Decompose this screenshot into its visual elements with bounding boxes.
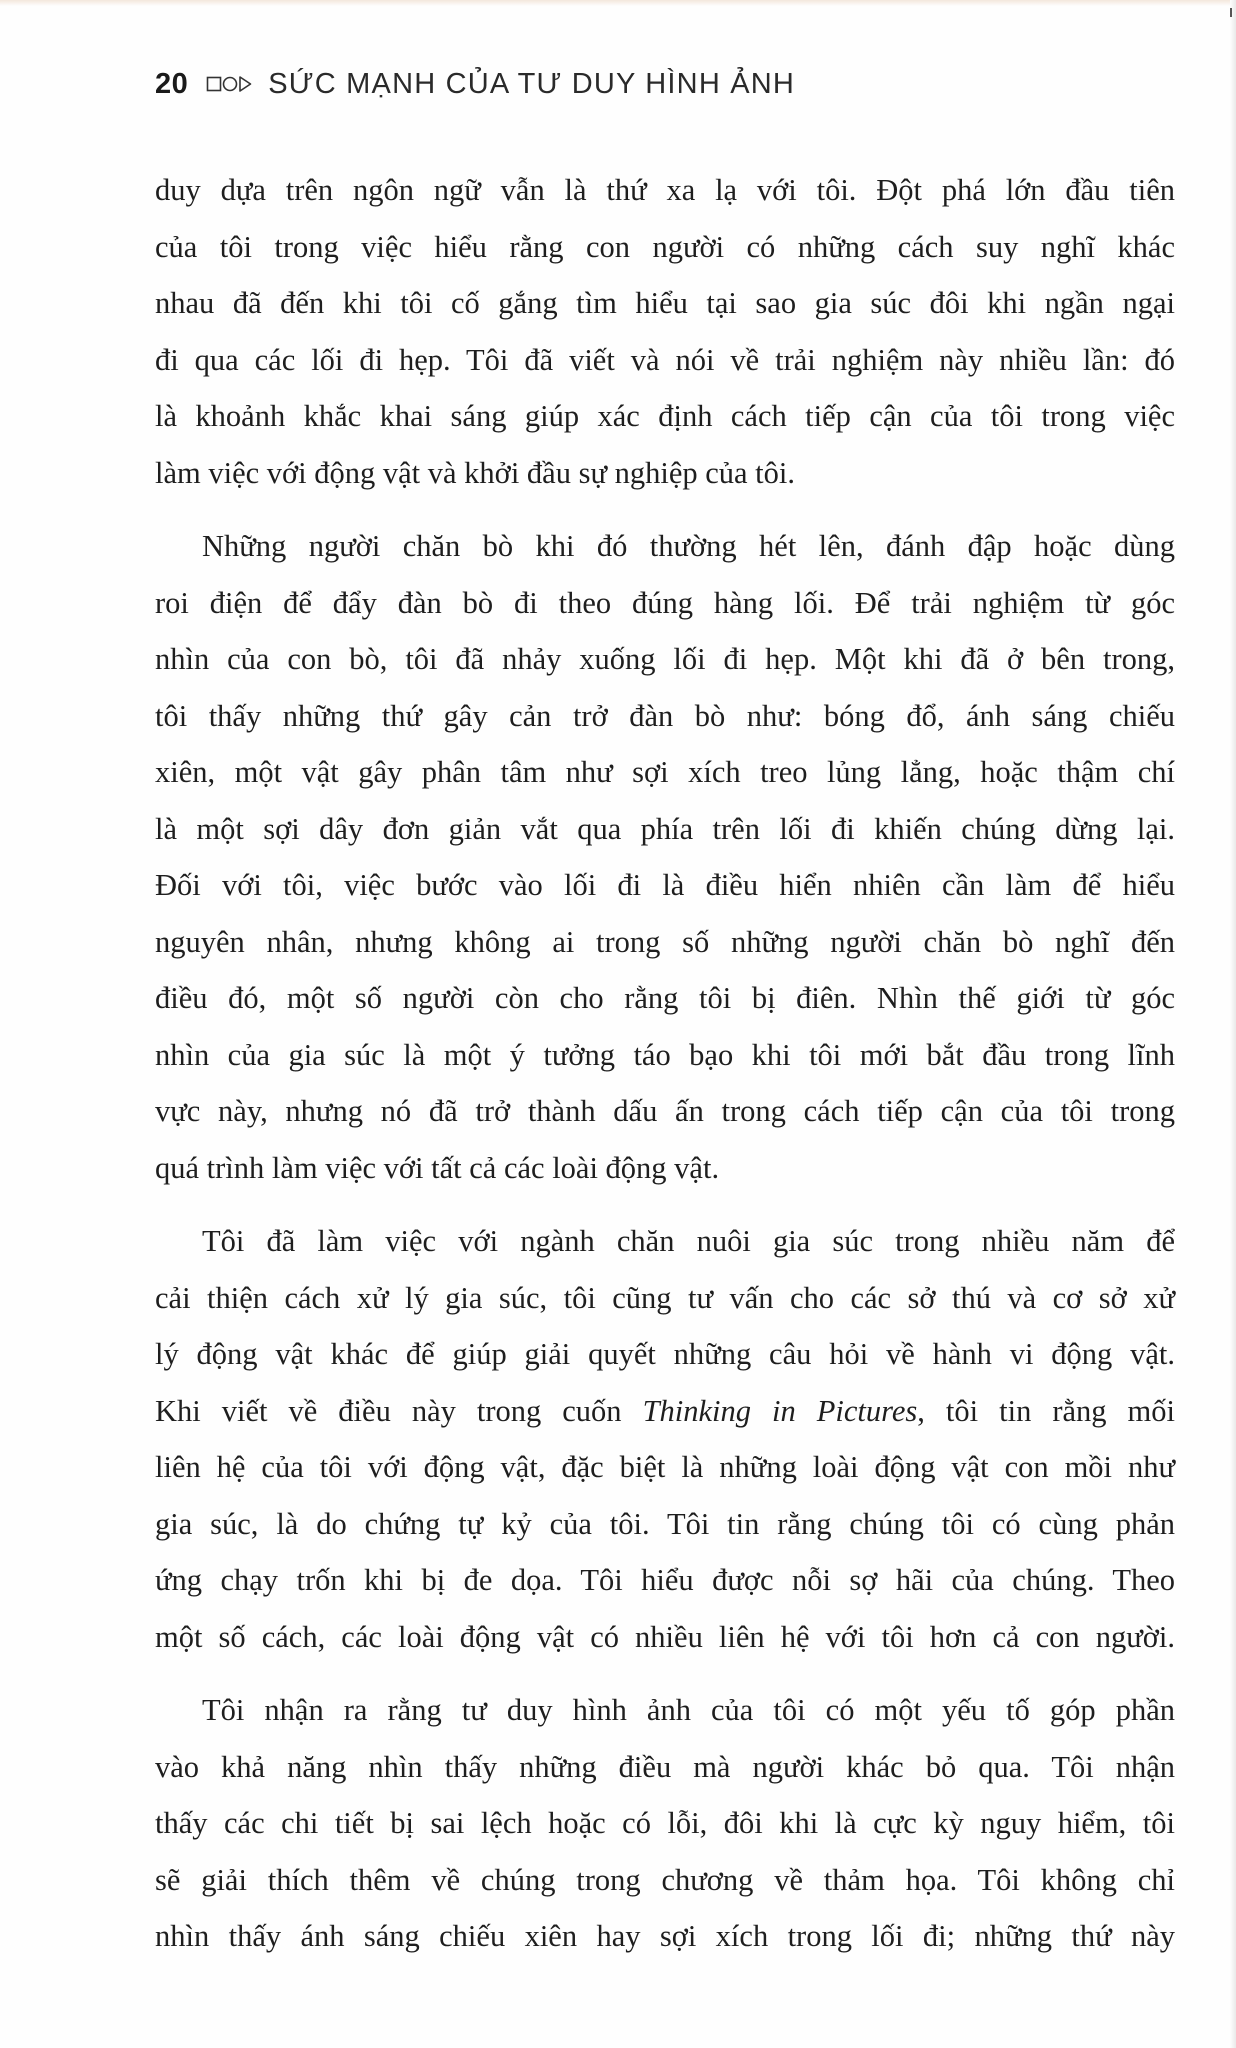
page-top-edge: [0, 0, 1236, 6]
page-right-edge: [1230, 0, 1236, 2048]
text-line: của tôi trong việc hiểu rằng con người có những cách suy nghĩ khác: [155, 229, 1175, 264]
text-line: là một sợi dây đơn giản vắt qua phía trên lối đi khiến chúng dừng lại.: [155, 811, 1175, 846]
text-line: Tôi đã làm việc với ngành chăn nuôi gia súc trong nhiều năm để: [202, 1224, 1175, 1258]
page-number: 20: [155, 67, 189, 100]
text-line: điều đó, một số người còn cho rằng tôi bị điên. Nhìn thế giới từ góc: [155, 981, 1175, 1015]
paragraph: [155, 518, 1175, 1196]
square-circle-triangle-ornament-icon: [206, 74, 252, 94]
ornament-triangle-icon: [240, 77, 251, 91]
text-line: là khoảnh khắc khai sáng giúp xác định cách tiếp cận của tôi trong việc: [155, 399, 1175, 433]
text-line: nhìn của gia súc là một ý tưởng táo bạo khi tôi mới bắt đầu trong lĩnh: [155, 1037, 1175, 1072]
text-line: Những người chăn bò khi đó thường hét lên, đánh đập hoặc dùng: [202, 529, 1175, 563]
ornament-svg: [206, 74, 252, 94]
text-line: nhìn của con bò, tôi đã nhảy xuống lối đi hẹp. Một khi đã ở bên trong,: [155, 642, 1175, 676]
text-line: nhìn thấy ánh sáng chiếu xiên hay sợi xích trong lối đi; những thứ này: [155, 1919, 1175, 1953]
paragraph: [155, 1213, 1175, 1665]
ornament-square-icon: [208, 78, 221, 91]
edge-mark: [1230, 8, 1232, 17]
text-line: cải thiện cách xử lý gia súc, tôi cũng tư vấn cho các sở thú và cơ sở xử: [155, 1280, 1175, 1315]
paragraph-gap: [155, 1665, 1175, 1682]
text-line: ứng chạy trốn khi bị đe dọa. Tôi hiểu được nỗi sợ hãi của chúng. Theo: [155, 1563, 1175, 1597]
text-line: tôi thấy những thứ gây cản trở đàn bò như: bóng đổ, ánh sáng chiếu: [155, 698, 1175, 733]
text-line: lý động vật khác để giúp giải quyết những câu hỏi về hành vi động vật.: [155, 1337, 1175, 1371]
ornament-circle-icon: [224, 78, 237, 91]
text-line: sẽ giải thích thêm về chúng trong chương về thảm họa. Tôi không chỉ: [155, 1862, 1175, 1897]
text-line: liên hệ của tôi với động vật, đặc biệt là những loài động vật con mồi như: [155, 1450, 1175, 1484]
body-text: [155, 162, 1175, 1965]
text-line: duy dựa trên ngôn ngữ vẫn là thứ xa lạ với tôi. Đột phá lớn đầu tiên: [155, 173, 1175, 207]
text-line-with-book-title: [155, 1383, 1175, 1440]
text-line: gia súc, là do chứng tự kỷ của tôi. Tôi tin rằng chúng tôi có cùng phản: [155, 1506, 1175, 1541]
book-title: Thinking in Pictures: [642, 1393, 918, 1428]
line-text-before: Khi viết về điều này trong cuốn: [155, 1393, 643, 1428]
line-text-after: , tôi tin rằng mối: [917, 1393, 1176, 1428]
running-head: [155, 62, 795, 106]
paragraph-gap: [155, 1196, 1175, 1213]
paragraph-gap: [155, 501, 1175, 518]
text-line: làm việc với động vật và khởi đầu sự nghiệp của tôi.: [155, 455, 796, 490]
text-line: xiên, một vật gây phân tâm như sợi xích treo lủng lẳng, hoặc thậm chí: [155, 755, 1175, 789]
chapter-title: SỨC MẠNH CỦA TƯ DUY HÌNH ẢNH: [268, 67, 796, 100]
paragraph: [155, 162, 1175, 501]
text-line: Tôi nhận ra rằng tư duy hình ảnh của tôi có một yếu tố góp phần: [202, 1693, 1175, 1727]
text-line: nguyên nhân, nhưng không ai trong số những người chăn bò nghĩ đến: [155, 924, 1175, 959]
text-line: một số cách, các loài động vật có nhiều liên hệ với tôi hơn cả con người.: [155, 1619, 1175, 1654]
text-line: quá trình làm việc với tất cả các loài động vật.: [155, 1150, 720, 1185]
text-line: vào khả năng nhìn thấy những điều mà người khác bỏ qua. Tôi nhận: [155, 1749, 1175, 1784]
text-line: Đối với tôi, việc bước vào lối đi là điều hiển nhiên cần làm để hiểu: [155, 868, 1175, 902]
text-line: vực này, nhưng nó đã trở thành dấu ấn trong cách tiếp cận của tôi trong: [155, 1094, 1175, 1128]
text-line: đi qua các lối đi hẹp. Tôi đã viết và nói về trải nghiệm này nhiều lần: đó: [155, 342, 1175, 377]
text-line: thấy các chi tiết bị sai lệch hoặc có lỗi, đôi khi là cực kỳ nguy hiểm, tôi: [155, 1806, 1175, 1840]
paragraph: [155, 1682, 1175, 1965]
text-line: roi điện để đẩy đàn bò đi theo đúng hàng lối. Để trải nghiệm từ góc: [155, 585, 1175, 620]
text-line: nhau đã đến khi tôi cố gắng tìm hiểu tại sao gia súc đôi khi ngần ngại: [155, 286, 1175, 320]
